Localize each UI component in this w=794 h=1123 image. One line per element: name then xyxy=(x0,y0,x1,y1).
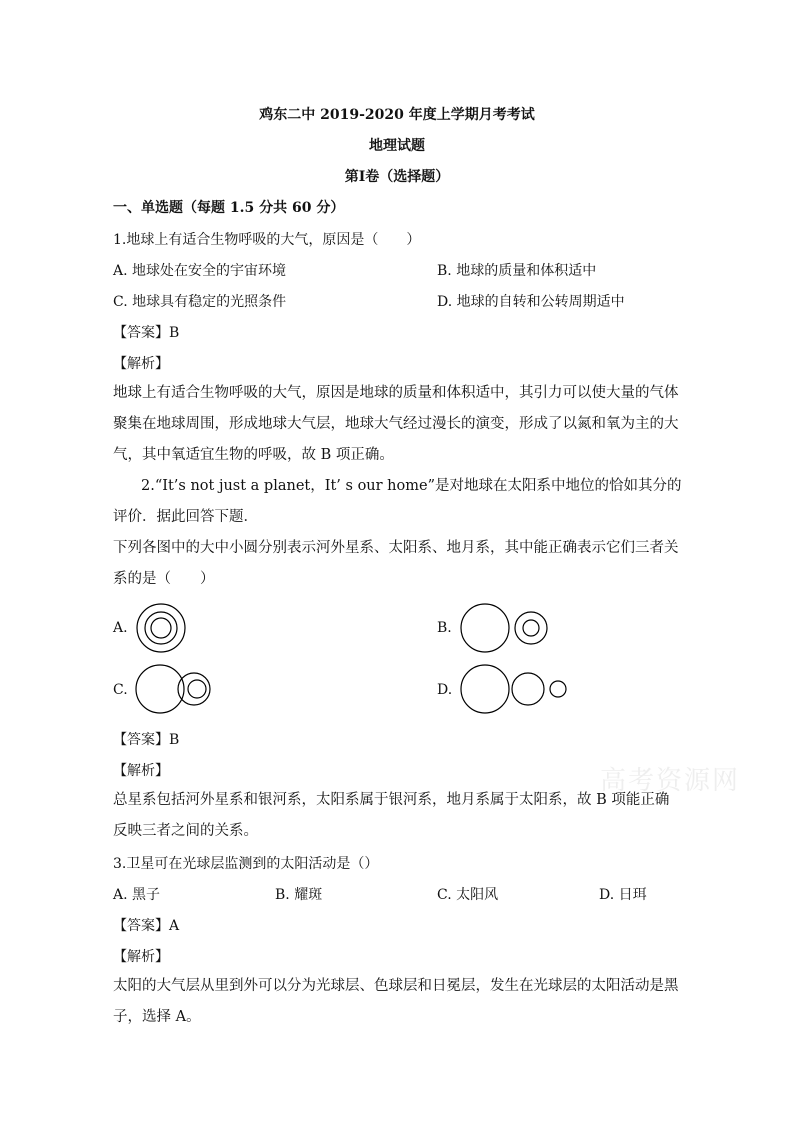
q2-option-c-figure xyxy=(135,664,215,716)
q3-stem: 3.卫星可在光球层监测到的太阳活动是（） xyxy=(113,856,379,872)
q1-option-c: C. 地球具有稳定的光照条件 xyxy=(113,294,287,310)
q1-option-d: D. 地球的自转和公转周期适中 xyxy=(437,294,625,310)
medium-circle xyxy=(512,673,544,705)
large-circle xyxy=(137,604,185,652)
q3-analysis-label: 【解析】 xyxy=(113,949,169,965)
q1-analysis-label: 【解析】 xyxy=(113,356,169,372)
q1-option-a: A. 地球处在安全的宇宙环境 xyxy=(113,263,287,279)
q3-analysis: 太阳的大气层从里到外可以分为光球层、色球层和日冕层，发生在光球层的太阳活动是黑子，选择 A。 xyxy=(113,978,679,1025)
medium-circle xyxy=(145,612,177,644)
document-title: 鸡东二中 2019-2020 年度上学期月考考试 xyxy=(259,107,535,123)
medium-circle xyxy=(178,673,210,705)
q2-option-d: D. xyxy=(437,682,453,698)
q2-option-b: B. xyxy=(437,620,452,636)
section-heading: 一、单选题（每题 1.5 分共 60 分） xyxy=(113,200,345,216)
q2-option-d-figure xyxy=(460,664,570,716)
large-circle xyxy=(136,665,184,713)
q2-intro: 2.“It’s not just a planet，It’ s our home”是对地球在太阳系中地位的恰如其分的评价．据此回答下题． xyxy=(113,478,682,525)
q2-stem: 下列各图中的大中小圆分别表示河外星系、太阳系、地月系，其中能正确表示它们三者关系的是（ ） xyxy=(113,540,679,587)
large-circle xyxy=(461,604,509,652)
q2-option-a: A. xyxy=(113,620,128,636)
q3-option-c: C. 太阳风 xyxy=(437,887,499,903)
q3-option-b: B. 耀斑 xyxy=(275,887,323,903)
q3-option-a: A. 黑子 xyxy=(113,887,161,903)
q3-option-d: D. 日珥 xyxy=(599,887,647,903)
q2-answer: 【答案】B xyxy=(113,732,180,748)
q2-option-b-figure xyxy=(460,603,550,655)
medium-circle xyxy=(515,612,547,644)
q3-answer: 【答案】A xyxy=(113,918,180,934)
small-circle xyxy=(550,681,566,697)
document-subtitle: 地理试题 xyxy=(369,138,425,154)
watermark: 高考资源网 xyxy=(600,766,741,796)
q2-analysis-label: 【解析】 xyxy=(113,763,169,779)
q1-analysis: 地球上有适合生物呼吸的大气，原因是地球的质量和体积适中，其引力可以使大量的气体聚集在地球周围，形成地球大气层，地球大气经过漫长的演变，形成了以氮和氧为主的大气，其中氧适宜生物的呼吸，故 B 项正确。 xyxy=(113,385,679,463)
small-circle xyxy=(188,680,206,698)
large-circle xyxy=(461,665,509,713)
small-circle xyxy=(523,620,539,636)
small-circle xyxy=(151,618,171,638)
q1-answer: 【答案】B xyxy=(113,325,180,341)
q2-option-c: C. xyxy=(113,682,128,698)
q2-option-a-figure xyxy=(136,603,188,655)
part-heading: 第Ⅰ卷（选择题） xyxy=(344,169,450,185)
q1-option-b: B. 地球的质量和体积适中 xyxy=(437,263,597,279)
q1-stem: 1.地球上有适合生物呼吸的大气，原因是（ ） xyxy=(113,232,421,248)
q2-analysis: 总星系包括河外星系和银河系，太阳系属于银河系，地月系属于太阳系，故 B 项能正确反映三者之间的关系。 xyxy=(113,792,670,839)
